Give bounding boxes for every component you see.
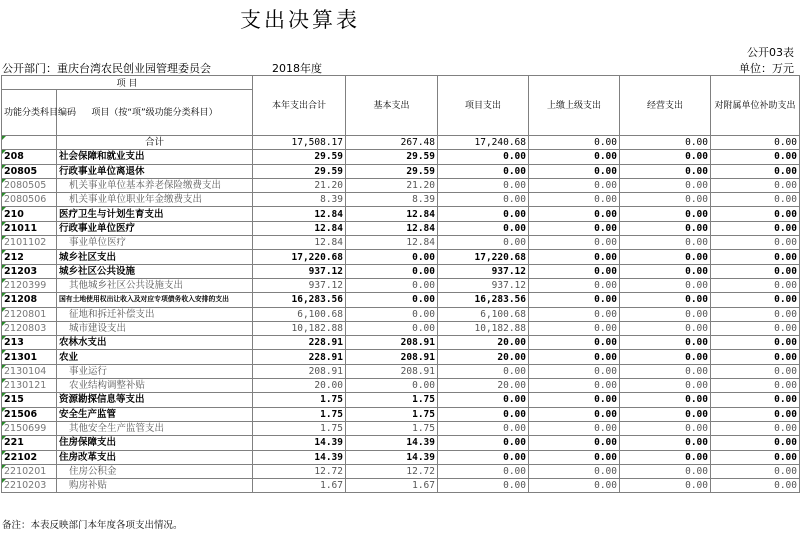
amount-cell: 937.12 [253, 278, 346, 292]
amount-cell: 0.00 [711, 207, 800, 221]
amount-cell: 0.00 [529, 264, 620, 278]
amount-cell: 0.00 [711, 193, 800, 207]
amount-cell: 208.91 [346, 364, 438, 378]
amount-cell: 937.12 [253, 264, 346, 278]
amount-cell: 29.59 [253, 150, 346, 164]
amount-cell: 0.00 [346, 307, 438, 321]
amount-cell: 0.00 [711, 464, 800, 478]
amount-cell: 8.39 [253, 193, 346, 207]
table-row [2, 464, 800, 478]
total-value: 267.48 [346, 136, 438, 150]
item-name: 城市建设支出 [57, 321, 253, 335]
footnote: 备注：本表反映部门本年度各项支出情况。 [2, 520, 183, 531]
amount-cell: 0.00 [620, 336, 711, 350]
table-row [2, 278, 800, 292]
amount-cell: 12.84 [346, 236, 438, 250]
amount-cell: 0.00 [711, 407, 800, 421]
amount-cell: 14.39 [346, 436, 438, 450]
amount-cell: 0.00 [711, 436, 800, 450]
amount-cell: 10,182.88 [438, 321, 529, 335]
amount-cell: 20.00 [438, 336, 529, 350]
function-code: 2120801 [2, 307, 57, 321]
item-name: 其他城乡社区公共设施支出 [57, 278, 253, 292]
total-label: 合计 [57, 136, 253, 150]
amount-cell: 0.00 [620, 236, 711, 250]
function-code: 2101102 [2, 236, 57, 250]
amount-cell: 14.39 [253, 436, 346, 450]
amount-cell: 0.00 [711, 293, 800, 307]
item-name: 购房补贴 [57, 479, 253, 493]
amount-cell: 10,182.88 [253, 321, 346, 335]
table-row [2, 178, 800, 192]
amount-cell: 0.00 [711, 321, 800, 335]
item-name: 机关事业单位职业年金缴费支出 [57, 193, 253, 207]
form-code: 公开03表 [747, 46, 794, 59]
unit-label: 单位：万元 [739, 62, 794, 75]
table-row [2, 379, 800, 393]
amount-cell: 0.00 [529, 393, 620, 407]
amount-cell: 0.00 [711, 236, 800, 250]
table-row [2, 350, 800, 364]
amount-cell: 0.00 [711, 336, 800, 350]
amount-cell: 0.00 [711, 307, 800, 321]
amount-cell: 0.00 [346, 250, 438, 264]
year-label: 2018年度 [272, 62, 322, 75]
item-name: 住房公积金 [57, 464, 253, 478]
amount-cell: 0.00 [438, 364, 529, 378]
amount-cell: 0.00 [529, 407, 620, 421]
amount-cell: 0.00 [711, 379, 800, 393]
header-basic: 基本支出 [346, 76, 438, 136]
function-code: 21208 [2, 293, 57, 307]
amount-cell: 0.00 [711, 278, 800, 292]
amount-cell: 0.00 [438, 450, 529, 464]
amount-cell: 0.00 [438, 150, 529, 164]
amount-cell: 0.00 [620, 479, 711, 493]
header-item-group: 项 目 [2, 76, 253, 90]
amount-cell: 0.00 [529, 379, 620, 393]
amount-cell: 16,283.56 [253, 293, 346, 307]
amount-cell: 0.00 [620, 264, 711, 278]
amount-cell: 0.00 [438, 236, 529, 250]
item-name: 国有土地使用权出让收入及对应专项债务收入安排的支出 [57, 293, 253, 307]
amount-cell: 0.00 [620, 278, 711, 292]
amount-cell: 0.00 [620, 436, 711, 450]
table-row [2, 450, 800, 464]
amount-cell: 16,283.56 [438, 293, 529, 307]
table-row [2, 164, 800, 178]
amount-cell: 12.84 [253, 207, 346, 221]
total-value: 0.00 [620, 136, 711, 150]
report-title: 支出决算表 [240, 8, 360, 32]
amount-cell: 0.00 [529, 450, 620, 464]
amount-cell: 6,100.68 [438, 307, 529, 321]
amount-cell: 0.00 [711, 450, 800, 464]
function-code: 2080505 [2, 178, 57, 192]
amount-cell: 14.39 [253, 450, 346, 464]
function-code: 21301 [2, 350, 57, 364]
header-row-top [2, 76, 800, 90]
amount-cell: 0.00 [529, 321, 620, 335]
amount-cell: 17,220.68 [438, 250, 529, 264]
amount-cell: 228.91 [253, 336, 346, 350]
amount-cell: 0.00 [529, 436, 620, 450]
amount-cell: 0.00 [529, 193, 620, 207]
table-row [2, 193, 800, 207]
amount-cell: 0.00 [529, 479, 620, 493]
amount-cell: 0.00 [620, 464, 711, 478]
amount-cell: 937.12 [438, 264, 529, 278]
amount-cell: 0.00 [438, 393, 529, 407]
amount-cell: 17,220.68 [253, 250, 346, 264]
amount-cell: 0.00 [346, 278, 438, 292]
amount-cell: 0.00 [620, 221, 711, 235]
amount-cell: 21.20 [346, 178, 438, 192]
amount-cell: 1.75 [346, 407, 438, 421]
table-row [2, 336, 800, 350]
amount-cell: 0.00 [711, 178, 800, 192]
table-row [2, 150, 800, 164]
table-row [2, 307, 800, 321]
amount-cell: 0.00 [620, 178, 711, 192]
amount-cell: 0.00 [529, 336, 620, 350]
total-row [2, 136, 800, 150]
amount-cell: 20.00 [253, 379, 346, 393]
amount-cell: 0.00 [438, 221, 529, 235]
amount-cell: 0.00 [438, 207, 529, 221]
item-name: 农林水支出 [57, 336, 253, 350]
table-row [2, 293, 800, 307]
amount-cell: 0.00 [529, 221, 620, 235]
function-code: 21203 [2, 264, 57, 278]
amount-cell: 12.84 [346, 207, 438, 221]
amount-cell: 29.59 [346, 150, 438, 164]
amount-cell: 0.00 [620, 164, 711, 178]
amount-cell: 0.00 [529, 364, 620, 378]
function-code: 212 [2, 250, 57, 264]
item-name: 行政事业单位医疗 [57, 221, 253, 235]
table-row [2, 264, 800, 278]
total-value: 17,240.68 [438, 136, 529, 150]
total-code-cell [2, 136, 57, 150]
item-name: 社会保障和就业支出 [57, 150, 253, 164]
amount-cell: 0.00 [529, 307, 620, 321]
table-row [2, 207, 800, 221]
amount-cell: 0.00 [620, 364, 711, 378]
amount-cell: 12.72 [346, 464, 438, 478]
amount-cell: 0.00 [711, 421, 800, 435]
amount-cell: 0.00 [529, 293, 620, 307]
function-code: 221 [2, 436, 57, 450]
amount-cell: 1.75 [346, 393, 438, 407]
amount-cell: 0.00 [620, 350, 711, 364]
function-code: 2210201 [2, 464, 57, 478]
amount-cell: 0.00 [438, 193, 529, 207]
item-name: 安全生产监管 [57, 407, 253, 421]
amount-cell: 12.72 [253, 464, 346, 478]
item-name: 资源勘探信息等支出 [57, 393, 253, 407]
amount-cell: 0.00 [529, 164, 620, 178]
amount-cell: 0.00 [529, 207, 620, 221]
amount-cell: 0.00 [529, 178, 620, 192]
header-subsidy: 对附属单位补助支出 [711, 76, 800, 136]
function-code: 208 [2, 150, 57, 164]
amount-cell: 0.00 [711, 264, 800, 278]
amount-cell: 0.00 [620, 193, 711, 207]
amount-cell: 0.00 [438, 164, 529, 178]
amount-cell: 0.00 [438, 479, 529, 493]
amount-cell: 0.00 [438, 421, 529, 435]
amount-cell: 0.00 [529, 464, 620, 478]
item-name: 其他安全生产监管支出 [57, 421, 253, 435]
amount-cell: 0.00 [620, 407, 711, 421]
table-row [2, 407, 800, 421]
amount-cell: 1.75 [253, 393, 346, 407]
function-code: 2080506 [2, 193, 57, 207]
amount-cell: 0.00 [529, 236, 620, 250]
function-code: 21506 [2, 407, 57, 421]
amount-cell: 0.00 [711, 221, 800, 235]
item-name: 事业单位医疗 [57, 236, 253, 250]
amount-cell: 208.91 [346, 336, 438, 350]
item-name: 机关事业单位基本养老保险缴费支出 [57, 178, 253, 192]
amount-cell: 0.00 [438, 436, 529, 450]
amount-cell: 0.00 [620, 321, 711, 335]
amount-cell: 14.39 [346, 450, 438, 464]
total-value: 17,508.17 [253, 136, 346, 150]
amount-cell: 0.00 [620, 150, 711, 164]
item-name: 城乡社区公共设施 [57, 264, 253, 278]
amount-cell: 1.67 [253, 479, 346, 493]
amount-cell: 8.39 [346, 193, 438, 207]
header-func-code: 功能分类科目编码 [2, 90, 57, 136]
amount-cell: 937.12 [438, 278, 529, 292]
amount-cell: 0.00 [529, 278, 620, 292]
header-project: 项目支出 [438, 76, 529, 136]
table-row [2, 436, 800, 450]
header-operating: 经营支出 [620, 76, 711, 136]
header-item-name: 项目（按“项”级功能分类科目） [57, 90, 253, 136]
amount-cell: 12.84 [253, 236, 346, 250]
table-row [2, 364, 800, 378]
amount-cell: 0.00 [620, 293, 711, 307]
amount-cell: 21.20 [253, 178, 346, 192]
amount-cell: 0.00 [620, 421, 711, 435]
expenditure-table [1, 75, 800, 493]
function-code: 20805 [2, 164, 57, 178]
amount-cell: 0.00 [529, 150, 620, 164]
amount-cell: 0.00 [620, 450, 711, 464]
table-row [2, 236, 800, 250]
amount-cell: 1.67 [346, 479, 438, 493]
amount-cell: 0.00 [346, 264, 438, 278]
amount-cell: 0.00 [711, 250, 800, 264]
table-row [2, 321, 800, 335]
amount-cell: 228.91 [253, 350, 346, 364]
function-code: 2210203 [2, 479, 57, 493]
function-code: 2130121 [2, 379, 57, 393]
function-code: 215 [2, 393, 57, 407]
amount-cell: 0.00 [529, 421, 620, 435]
item-name: 农业 [57, 350, 253, 364]
amount-cell: 1.75 [346, 421, 438, 435]
function-code: 2120803 [2, 321, 57, 335]
amount-cell: 0.00 [346, 379, 438, 393]
item-name: 住房保障支出 [57, 436, 253, 450]
table-row [2, 421, 800, 435]
amount-cell: 12.84 [253, 221, 346, 235]
amount-cell: 0.00 [438, 178, 529, 192]
department-label: 公开部门：重庆台湾农民创业园管理委员会 [2, 62, 211, 75]
amount-cell: 12.84 [346, 221, 438, 235]
amount-cell: 20.00 [438, 350, 529, 364]
item-name: 城乡社区支出 [57, 250, 253, 264]
amount-cell: 29.59 [346, 164, 438, 178]
amount-cell: 0.00 [529, 250, 620, 264]
amount-cell: 0.00 [620, 307, 711, 321]
amount-cell: 1.75 [253, 407, 346, 421]
amount-cell: 0.00 [620, 393, 711, 407]
amount-cell: 6,100.68 [253, 307, 346, 321]
table-row [2, 250, 800, 264]
item-name: 事业运行 [57, 364, 253, 378]
amount-cell: 0.00 [711, 350, 800, 364]
header-total: 本年支出合计 [253, 76, 346, 136]
amount-cell: 0.00 [346, 293, 438, 307]
item-name: 医疗卫生与计划生育支出 [57, 207, 253, 221]
item-name: 住房改革支出 [57, 450, 253, 464]
amount-cell: 0.00 [711, 150, 800, 164]
item-name: 征地和拆迁补偿支出 [57, 307, 253, 321]
function-code: 2130104 [2, 364, 57, 378]
amount-cell: 0.00 [620, 379, 711, 393]
item-name: 行政事业单位离退休 [57, 164, 253, 178]
amount-cell: 0.00 [529, 350, 620, 364]
table-row [2, 479, 800, 493]
amount-cell: 0.00 [438, 464, 529, 478]
function-code: 22102 [2, 450, 57, 464]
amount-cell: 208.91 [346, 350, 438, 364]
amount-cell: 0.00 [620, 207, 711, 221]
amount-cell: 20.00 [438, 379, 529, 393]
amount-cell: 0.00 [711, 393, 800, 407]
amount-cell: 0.00 [620, 250, 711, 264]
amount-cell: 0.00 [711, 364, 800, 378]
function-code: 213 [2, 336, 57, 350]
item-name: 农业结构调整补贴 [57, 379, 253, 393]
header-upper: 上缴上级支出 [529, 76, 620, 136]
amount-cell: 0.00 [438, 407, 529, 421]
function-code: 2120399 [2, 278, 57, 292]
amount-cell: 1.75 [253, 421, 346, 435]
function-code: 2150699 [2, 421, 57, 435]
amount-cell: 0.00 [711, 164, 800, 178]
function-code: 21011 [2, 221, 57, 235]
amount-cell: 0.00 [346, 321, 438, 335]
total-value: 0.00 [529, 136, 620, 150]
table-row [2, 393, 800, 407]
amount-cell: 0.00 [711, 479, 800, 493]
amount-cell: 29.59 [253, 164, 346, 178]
function-code: 210 [2, 207, 57, 221]
total-value: 0.00 [711, 136, 800, 150]
table-row [2, 221, 800, 235]
amount-cell: 208.91 [253, 364, 346, 378]
